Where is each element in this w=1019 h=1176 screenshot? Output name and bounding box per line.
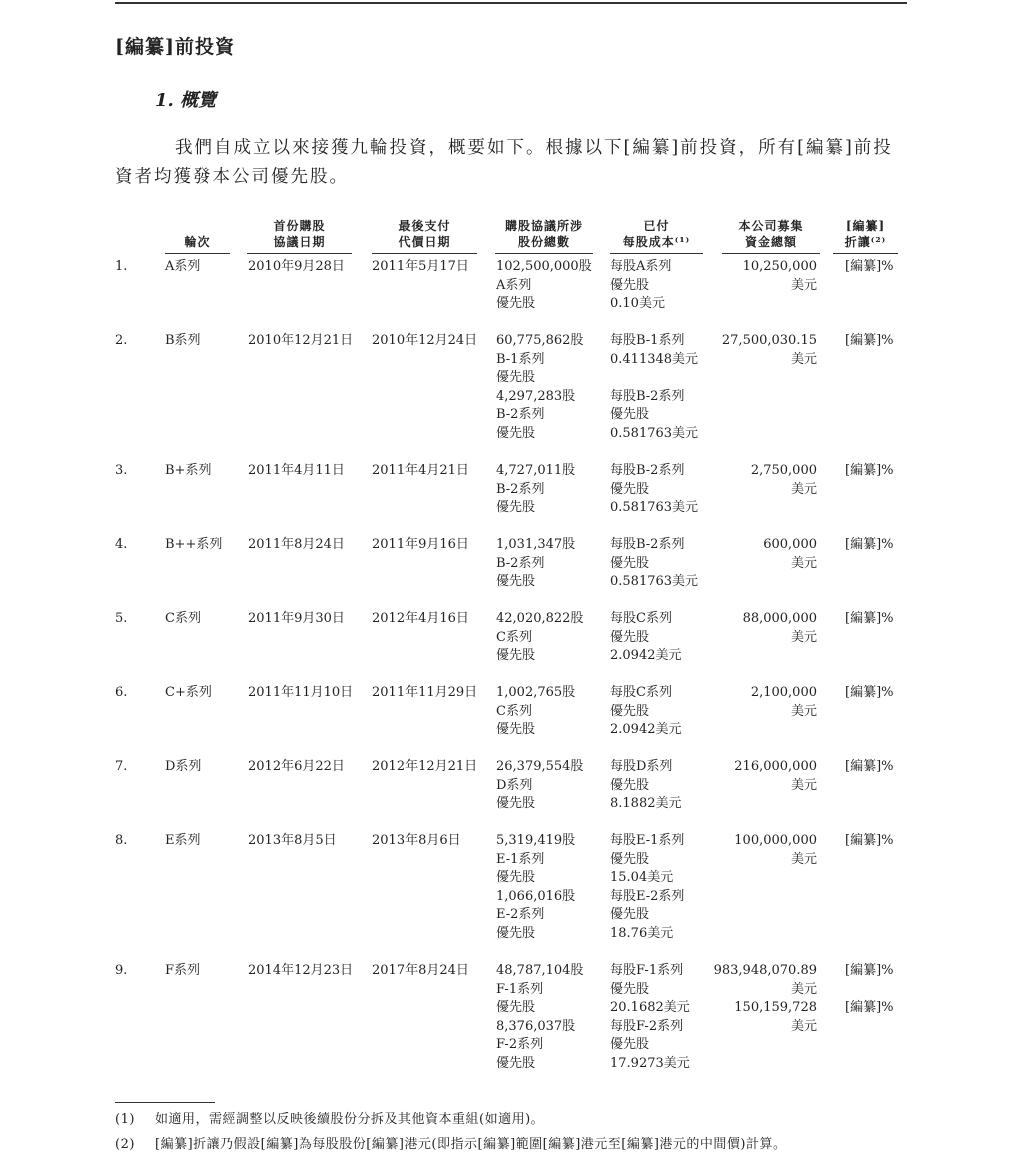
cell-cost [610,332,698,443]
cell-line: 優先股 [496,425,536,441]
intro-paragraph [115,134,910,192]
cell-line: 15.04美元 [610,870,674,885]
cell-first-date: 2011年11月10日 [248,685,354,700]
cell-first-date: 2013年8月5日 [248,833,337,848]
header-line: 折讓⁽²⁾ [844,235,887,249]
cell-round: B++系列 [165,537,223,552]
cell-amount [700,962,817,1036]
cell-line: B-2系列 [496,407,545,422]
header-underline [247,253,352,254]
cell-line: 優先股 [610,851,650,867]
header-line: 代價日期 [398,235,451,249]
cell-first-date: 2014年12月23日 [248,963,354,978]
cell-last-date: 2017年8月24日 [372,963,469,978]
cell-line: 優先股 [610,629,650,645]
header-line: 已付 [643,219,670,233]
cell-last-date: 2011年4月21日 [372,463,469,478]
cell-line: 優先股 [610,407,650,422]
cell-line: 216,000,000 [734,759,817,774]
header-line: 本公司募集 [738,219,804,233]
cell-line: [編纂]% [845,333,894,348]
cell-shares [496,962,583,1073]
cell-line: 優先股 [496,925,536,941]
column-header-amount [722,218,820,250]
cell-discount [845,758,894,777]
cell-round: F系列 [165,963,201,978]
top-rule [115,2,907,4]
cell-cost [610,462,698,518]
cell-line: 17.9273美元 [610,1055,690,1071]
cell-line: 每股B-2系列 [610,463,685,478]
cell-shares [496,758,583,814]
cell-last-date: 2011年5月17日 [372,259,469,274]
header-line: 每股成本⁽¹⁾ [622,235,691,249]
cell-line: 優先股 [496,648,536,663]
cell-shares [496,332,583,443]
cell-line: 983,948,070.89 [713,963,817,978]
cell-no: 8. [115,833,128,848]
cell-line: E-1系列 [496,851,545,867]
cell-line: 4,297,283股 [496,388,576,404]
cell-amount [700,462,817,499]
cell-line: C系列 [496,703,532,719]
cell-line: 每股C系列 [610,685,672,700]
header-underline [165,253,230,254]
cell-discount [845,832,894,851]
cell-cost [610,758,682,814]
section-title: [編纂]前投資 [115,36,235,58]
cell-amount [700,832,817,869]
cell-line: 美元 [790,703,817,719]
cell-line: 優先股 [496,574,536,589]
cell-line: 優先股 [496,722,536,737]
cell-line: 27,500,030.15 [721,333,817,348]
cell-line: 88,000,000 [742,611,817,626]
subsection-title: 1. 概覽 [155,90,217,111]
cell-line: 優先股 [496,1000,536,1015]
column-header-shares [495,218,593,250]
cell-line: 每股B-2系列 [610,537,685,552]
cell-amount [700,610,817,647]
cell-line: D系列 [496,777,533,793]
cell-line: A系列 [496,277,532,293]
cell-last-date: 2011年9月16日 [372,537,469,552]
cell-line: 優先股 [496,500,536,515]
cell-discount [845,536,894,555]
cell-last-date: 2013年8月6日 [372,833,461,848]
footnote-number: (1) [115,1112,135,1127]
cell-line: 優先股 [610,777,650,793]
footnote-number: (2) [115,1137,135,1152]
cell-line: 2,100,000 [750,685,817,700]
header-underline [495,253,593,254]
cell-line: [編纂]% [845,963,894,978]
header-line: 資金總額 [744,235,797,249]
cell-line: 美元 [790,629,817,645]
cell-discount [845,462,894,481]
cell-line: 42,020,822股 [496,611,584,626]
cell-line: 優先股 [610,907,650,922]
footnote-text: 如適用，需經調整以反映後續股份分拆及其他資本重組(如適用)。 [155,1112,545,1127]
column-header-last-date [372,218,477,250]
cell-line: [編纂]% [845,759,894,774]
cell-shares [496,536,575,592]
cell-line: [編纂]% [845,1000,894,1015]
cell-line: 每股B-2系列 [610,388,685,404]
cell-line: 優先股 [496,796,536,811]
header-line: 首份購股 [273,219,326,233]
cell-line: 2.0942美元 [610,648,682,663]
cell-round: C+系列 [165,685,212,700]
cell-round: D系列 [165,759,202,774]
cell-line: 100,000,000 [734,833,817,848]
header-line: 最後支付 [398,219,451,233]
cell-line: 優先股 [610,481,650,497]
cell-no: 4. [115,537,128,552]
cell-line: 10,250,000 [742,259,817,274]
cell-amount [700,536,817,573]
cell-discount [845,962,894,1018]
cell-line: 102,500,000股 [496,259,592,274]
cell-no: 6. [115,685,128,700]
cell-line: 4,727,011股 [496,463,576,478]
cell-last-date: 2012年12月21日 [372,759,478,774]
cell-line: 8.1882美元 [610,796,682,811]
cell-round: A系列 [165,259,201,274]
cell-shares [496,684,575,740]
cell-line: 優先股 [610,703,650,719]
cell-line: 美元 [790,981,817,997]
cell-last-date: 2010年12月24日 [372,333,478,348]
cell-line: 美元 [790,481,817,497]
cell-no: 2. [115,333,128,348]
cell-line: 每股D系列 [610,759,673,774]
cell-last-date: 2011年11月29日 [372,685,478,700]
cell-line: 每股E-2系列 [610,888,685,904]
cell-line: C系列 [496,629,532,645]
cell-line: [編纂]% [845,685,894,700]
cell-line [845,981,894,1000]
cell-no: 9. [115,963,128,978]
cell-cost [610,832,684,943]
cell-line: 優先股 [496,870,536,885]
cell-line: 優先股 [496,370,536,385]
cell-line: 優先股 [610,277,650,293]
cell-line: 150,159,728 [734,1000,817,1015]
cell-shares [496,258,592,314]
cell-discount [845,684,894,703]
cell-last-date: 2012年4月16日 [372,611,469,626]
cell-no: 7. [115,759,128,774]
cell-line: 美元 [790,555,817,571]
column-header-first-date [247,218,352,250]
cell-discount [845,332,894,351]
cell-cost [610,962,690,1073]
header-underline [833,253,898,254]
cell-line: [編纂]% [845,611,894,626]
header-line: 股份總數 [517,235,570,249]
column-header-discount [833,218,898,250]
cell-discount [845,610,894,629]
footnote-text: [編纂]折讓乃假設[編纂]為每股股份[編纂]港元(即指示[編纂]範圍[編纂]港元至[編纂]港元的中間價)計算。 [155,1137,787,1152]
cell-line: E-2系列 [496,907,545,922]
cell-line: 優先股 [496,296,536,311]
cell-line: 0.581763美元 [610,574,699,589]
cell-first-date: 2011年9月30日 [248,611,345,626]
cell-line: 美元 [790,277,817,293]
cell-line: B-2系列 [496,555,545,571]
cell-line: 1,031,347股 [496,537,576,552]
cell-line: 20.1682美元 [610,1000,690,1015]
header-underline [372,253,477,254]
cell-line: 美元 [790,777,817,793]
cell-line: 600,000 [763,537,817,552]
cell-line: 每股C系列 [610,611,672,626]
cell-shares [496,832,575,943]
cell-line: B-1系列 [496,351,545,367]
cell-line: 8,376,037股 [496,1018,576,1034]
header-line: 購股協議所涉 [504,219,583,233]
cell-line: 每股F-2系列 [610,1018,684,1034]
cell-line: F-2系列 [496,1037,544,1052]
cell-line: [編纂]% [845,463,894,478]
footnote-rule [115,1102,215,1103]
cell-amount [700,332,817,369]
cell-line: 1,066,016股 [496,888,576,904]
cell-line: B-2系列 [496,481,545,497]
cell-first-date: 2011年4月11日 [248,463,345,478]
cell-line: 1,002,765股 [496,685,576,700]
cell-round: C系列 [165,611,201,626]
intro-line-1: 我們自成立以來接獲九輪投資，概要如下。根據以下[編纂]前投資，所有[編纂]前投 [175,138,893,158]
cell-line: 優先股 [610,981,650,997]
cell-line: 18.76美元 [610,925,674,941]
cell-first-date: 2011年8月24日 [248,537,345,552]
cell-line: 每股F-1系列 [610,963,684,978]
cell-line: 2,750,000 [750,463,817,478]
cell-first-date: 2010年9月28日 [248,259,345,274]
cell-shares [496,462,575,518]
cell-no: 5. [115,611,128,626]
cell-cost [610,258,671,314]
cell-line: [編纂]% [845,537,894,552]
cell-line [610,369,698,388]
cell-round: B+系列 [165,463,212,478]
header-underline [610,253,703,254]
column-header-round [165,234,230,250]
cell-line: 0.581763美元 [610,500,699,515]
header-line: 協議日期 [273,235,326,249]
cell-line: 0.411348美元 [610,351,699,367]
header-line: [編纂] [845,219,886,233]
cell-discount [845,258,894,277]
cell-line: 60,775,862股 [496,333,584,348]
cell-shares [496,610,583,666]
cell-first-date: 2012年6月22日 [248,759,345,774]
cell-amount [700,758,817,795]
cell-line: 48,787,104股 [496,963,584,978]
cell-amount [700,258,817,295]
cell-line: 美元 [790,851,817,867]
cell-line: 5,319,419股 [496,833,576,848]
cell-line: 美元 [790,1018,817,1034]
cell-line: 每股B-1系列 [610,333,685,348]
cell-line: 優先股 [610,1037,650,1052]
cell-line: 26,379,554股 [496,759,584,774]
cell-line: 2.0942美元 [610,722,682,737]
cell-no: 1. [115,259,128,274]
footnote-1 [115,1108,544,1127]
cell-line: 0.10美元 [610,296,665,311]
cell-cost [610,684,682,740]
intro-line-2: 資者均獲發本公司優先股。 [115,167,349,187]
cell-first-date: 2010年12月21日 [248,333,354,348]
cell-line: 每股E-1系列 [610,833,685,848]
footnote-2 [115,1133,787,1152]
header-line: 輪次 [184,235,211,249]
cell-cost [610,536,698,592]
cell-cost [610,610,682,666]
cell-no: 3. [115,463,128,478]
cell-round: B系列 [165,333,201,348]
header-underline [722,253,820,254]
cell-line: 每股A系列 [610,259,672,274]
cell-line: 優先股 [610,555,650,571]
cell-amount [700,684,817,721]
cell-line: 美元 [790,351,817,367]
column-header-cost [610,218,703,250]
cell-round: E系列 [165,833,201,848]
cell-line: F-1系列 [496,981,544,997]
cell-line: [編纂]% [845,259,894,274]
cell-line: 優先股 [496,1055,536,1071]
cell-line: 0.581763美元 [610,425,699,441]
cell-line: [編纂]% [845,833,894,848]
